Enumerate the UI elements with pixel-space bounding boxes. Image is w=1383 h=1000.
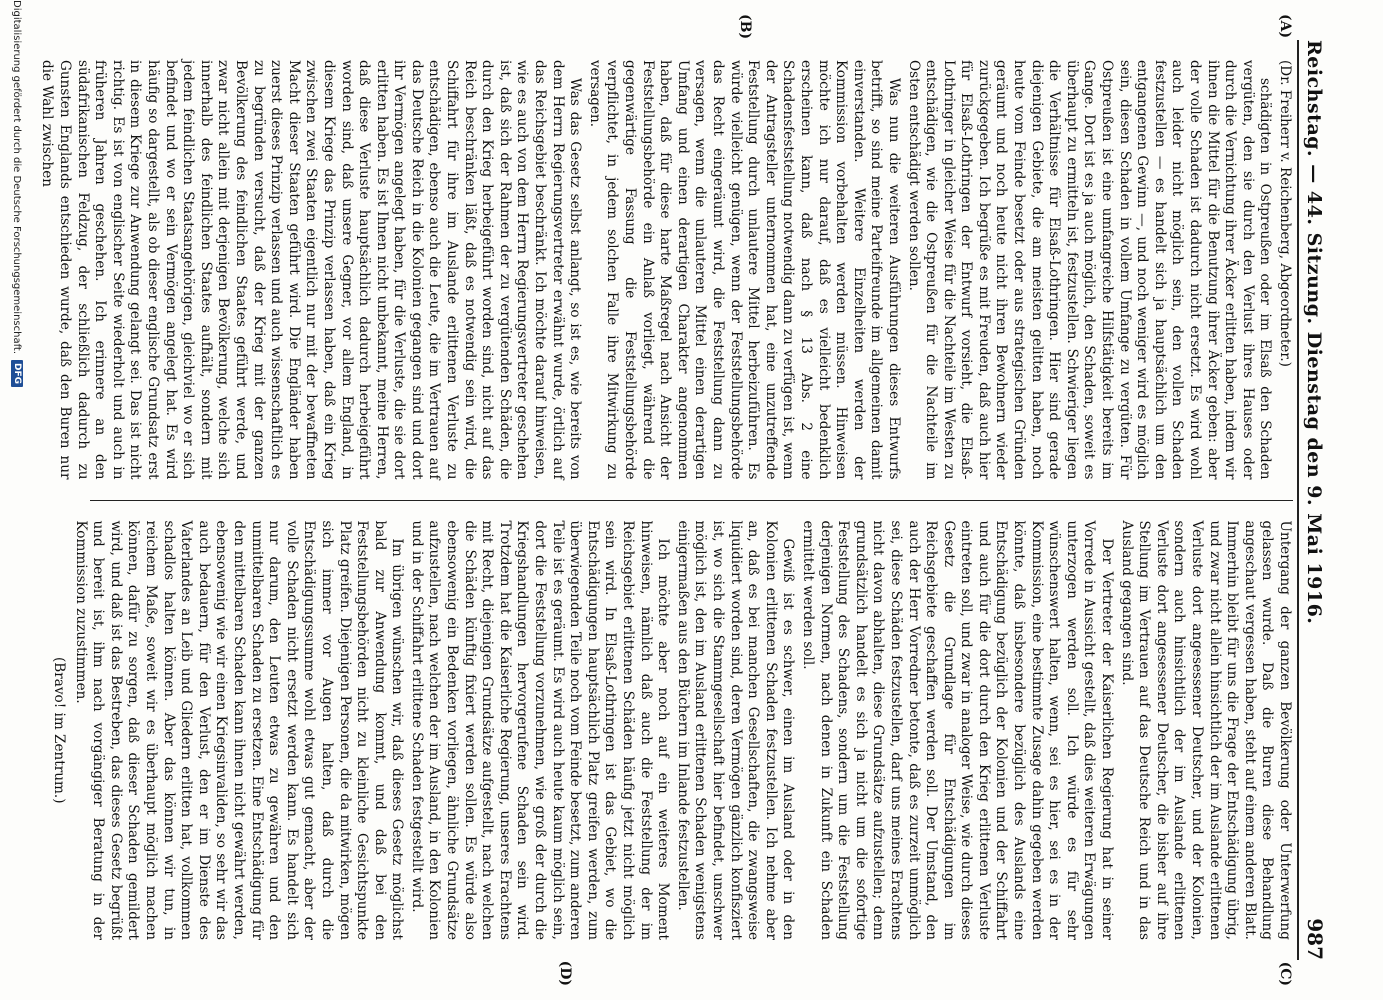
paragraph: schädigten in Ostpreußen oder im Elsaß den Schaden vergüten, den sie durch den Verlust ihres Hauses oder durch die Vernichtung ihrer Äcker erlitten haben, indem wir ihnen die Mittel für die Benutzung ihrer Äcker geben: aber der volle Schaden ist dadurch nicht ersetzt. Es wird wohl auch leider nicht möglich sein, den vollen Schaden festzustellen — es handelt sich ja hauptsächlich um den entgangenen Gewinn —, und noch weniger wird es möglich sein, diesen Schaden in vollem Umfange zu vergüten. Für Ostpreußen ist eine umfangreiche Hilfstätigkeit bereits im Gange. Dort ist es ja auch möglich, den Schaden, soweit es überhaupt zu ermitteln ist, festzustellen. Schwieriger liegen die Verhältnisse für Elsaß-Lothringen. Hier sind gerade diejenigen Gebiete, die am meisten gelitten haben, noch heute vom Feinde besetzt oder aus strategischen Gründen geräumt und noch heute nicht ihren Bewohnern wieder zurückgegeben. Ich begrüße es mit Freuden, daß auch hier für Elsaß-Lothringen der Entwurf vorsieht, die Elsaß-Lothringer in gleicher Weise für die Nachteile im Westen zu entschädigen, wie die Ostpreußen für die Nachteile im Osten entschädigt werden sollen.: [905, 60, 1274, 480]
paragraph: Was nun die weiteren Ausführungen dieses Entwurfs betrifft, so sind meine Parteifreunde im allgemeinen damit einverstanden. Weitere Einzelheiten werden der Kommission vorbehalten werden müssen. Hinweisen möchte ich nur darauf, daß es vielleicht bedenklich erscheinen kann, daß nach § 13 Abs. 2 eine Schadensfeststellung notwendig dann zu verfügen ist, wenn der Antragsteller unternommen hat, eine unzutreffende Feststellung durch unlautere Mittel herbeizuführen. Es würde vielleicht genügen, wenn der Feststellungsbehörde das Recht eingeräumt wird, die Feststellung dann zu versagen, wenn die unlauteren Mittel einen derartigen Umfang und einen derartigen Charakter angenommen haben, daß für diese harte Maßregel nach Ansicht der Feststellungsbehörde ein Anlaß vorliegt, während die gegenwärtige Fassung die Feststellungsbehörde verpflichtet, in jedem solchen Falle ihre Mitwirkung zu versagen.: [586, 60, 902, 480]
paragraph: Ich möchte aber noch auf ein weiteres Moment hinweisen, nämlich daß auch die Feststellung der im Reichsgebiet erlittenen Schäden häufig jetzt nicht möglich sein wird. In Elsaß-Lothringen ist das Gebiet, wo die Entschädigungen hauptsächlich Platz greifen werden, zum überwiegenden Teile noch vom Feinde besetzt, zum anderen Teile ist es geräumt. Es wird auch heute kaum möglich sein, dort die Feststellung vorzunehmen, wie groß der durch die Kriegshandlungen hervorgerufene Schaden sein wird. Trotzdem hat die Kaiserliche Regierung, unseres Erachtens mit Recht, diejenigen Grundsätze aufgestellt, nach welchen die Schäden künftig fixiert werden sollen. Es würde also ebensowenig ein Bedenken vorliegen, ähnliche Grundsätze aufzustellen, nach welchen der im Ausland, in den Kolonien und in der Schiffahrt erlittene Schaden festgestellt wird.: [408, 520, 672, 940]
credit-text: Digitalisierung gefördert durch die Deutsche Forschungsgemeinschaft.: [11, 0, 23, 355]
margin-marker-c: (C): [1277, 961, 1293, 986]
digitization-credit: [11, 0, 23, 1000]
paragraph: Der Vertreter der Kaiserlichen Regierung hat in seiner Vorrede in Aussicht gestellt, daß dies weiteren Erwägungen unterzogen werden soll. Ich würde es für sehr wünschenswert halten, wenn, sei es hier, sei es in der Kommission, eine bestimmte Zusage dahin gegeben werden könnte, daß insbesondere bezüglich des Auslands eine Entschädigung bezüglich der Kolonien und der Schiffahrt und auch für die dort durch den Krieg erlittenen Verluste eintreten soll, und zwar in analoger Weise, wie durch dieses Gesetz die Grundlage für Entschädigungen im Reichsgebiete geschaffen werden soll. Der Umstand, den auch der Herr Vorredner betonte, daß es zurzeit unmöglich sei, diese Schäden festzustellen, darf uns meines Erachtens nicht davon abhalten, diese Grundsätze aufzustellen; denn grundsätzlich handelt es sich ja nicht um die sofortige Feststellung des Schadens, sondern um die Feststellung derjenigen Normen, nach denen in Zukunft ein Schaden ermittelt werden soll.: [799, 520, 1116, 940]
text-columns: [39, 14, 1293, 986]
speaker-line: (Dr. Freiherr v. Reichenberg, Abgeordneter.): [1277, 60, 1293, 367]
applause-note: (Bravo! im Zentrum.): [51, 656, 68, 804]
right-column: [51, 500, 1293, 986]
margin-marker-b: (B): [737, 14, 753, 40]
page-body: [39, 14, 1343, 986]
paragraph: Untergang der ganzen Bevölkerung oder Unterwerfung gelassen wurde. Daß die Buren diese Behandlung angeschaut vergessen haben, steht auf einem anderen Blatt. Immerhin bleibt für uns die Frage der Entschädigung übrig, und zwar nicht allein hinsichtlich der im Auslande erlittenen Verluste dort angesessener Deutscher, und der Kolonien, sondern auch hinsichtlich der im Auslande erlittenen Verluste dort angesessener Deutscher, die bisher auf ihre Stellung im Vertrauen auf das Deutsche Reich und in das Ausland gegangen sind.: [1118, 520, 1293, 940]
page-number: 987: [1303, 918, 1327, 960]
paragraph: Im übrigen wünschen wir, daß dieses Gesetz möglichst bald zur Anwendung kommt, und daß bei den Feststellungsbehörden nicht zu kleinliche Gesichtspunkte Platz greifen. Diejenigen Personen, die da mitwirken, mögen sich immer vor Augen halten, daß durch die Entschädigungssumme wohl etwas gut gemacht, aber der volle Schaden nicht ersetzt werden kann. Es handelt sich nur darum, den Leuten etwas zu gewähren und den unmittelbaren Schaden zu ersetzen. Eine Entschädigung für den mittelbaren Schaden kann ihnen nicht gewährt werden, ebensowenig wie wir einen Kriegsinvaliden, so sehr wir das auch bedauern, für den Verlust, den er im Dienste des Vaterlandes an Leib und Gliedern erlitten hat, vollkommen schadlos halten können. Aber das können wir tun, in reichem Maße, soweit wir es überhaupt möglich machen können, dafür zu sorgen, daß dieser Schaden gemildert wird, und daß ist das Bestreben, das dieses Gesetz begrüßt und bereit ist, ihm nach vorgängiger Beratung in der Kommission zuzustimmen.: [72, 520, 406, 941]
left-column: [39, 14, 1293, 500]
paragraph: Gewiß ist es schwer, einen im Ausland oder in den Kolonien erlittenen Schaden festzustellen. Ich nehme aber an, daß es bei manchen Gesellschaften, die zwangsweise liquidiert worden sind, deren Vermögen gänzlich konfisziert ist, wo sich die Stammgesellschaft hier befindet, unschwer möglich ist, den im Ausland erlittenen Schaden wenigstens einigermaßen aus den Büchern im Inlande festzustellen.: [674, 520, 797, 940]
margin-marker-d: (D): [557, 960, 573, 986]
paragraph: Was das Gesetz selbst anlangt, so ist es, wie bereits von dem Herrn Regierungsvertreter erwähnt wurde, örtlich auf das Reichsgebiet beschränkt. Ich möchte darauf hinweisen, wie es auch von dem Herrn Regierungsvertreter geschehen ist, daß sich der Rahmen der zu vergütenden Schäden, die durch den Krieg herbeigeführt worden sind, nicht auf das Reich beschränken läßt, daß es notwendig sein wird, die Schiffahrt für ihre im Auslande erlittenen Verluste zu entschädigen, ebenso auch die Leute, die im Vertrauen auf das Deutsche Reich in die Kolonien gegangen sind und dort ihr Vermögen angelegt haben, für die Verluste, die sie dort erlitten haben. Es ist Ihnen nicht unbekannt, meine Herren, daß diese Verluste hauptsächlich dadurch herbeigeführt worden sind, daß unsere Gegner, vor allem England, in diesem Kriege das Prinzip verlassen haben, daß ein Krieg zwischen zwei Staaten eigentlich nur mit der bewaffneten Macht dieser Staaten geführt wird. Die Engländer haben zuerst dieses Prinzip verlassen und auch wissenschaftlich es zu begründen versucht, daß der Krieg mit der ganzen Bevölkerung des feindlichen Staates geführt werde, und zwar nicht allein mit derjenigen Bevölkerung, welche sich innerhalb des feindlichen Staates aufhält, sondern mit jedem feindlichen Staatsangehörigen, gleichviel wo er sich befindet und wo er sein Vermögen angelegt hat. Es wird häufig so dargestellt, als ob dieser englische Grundsatz erst in diesem Kriege zur Anwendung gelangt sei. Das ist nicht richtig. Es ist von englischer Seite wiederholt und auch in früheren Jahren geschehen. Ich erinnere an den südafrikanischen Feldzug, der schließlich dadurch zu Gunsten Englands entschieden wurde, daß den Buren nur die Wahl zwischen: [39, 60, 584, 480]
dfg-logo: DFG: [11, 360, 23, 387]
running-head: Reichstag. — 44. Sitzung. Dienstag den 9. Mai 1916.: [1303, 40, 1325, 625]
margin-marker-a: (A): [1277, 14, 1293, 39]
page-header: [1297, 40, 1343, 960]
